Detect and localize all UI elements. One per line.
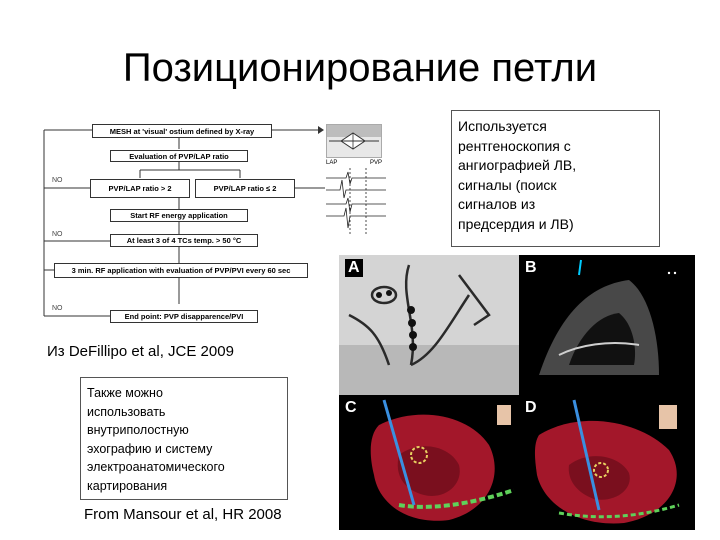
panel-fluoroscopy	[339, 255, 519, 395]
callout-line: Также можно	[87, 386, 163, 400]
flowchart-figure	[40, 118, 383, 323]
panel-label-d: D	[525, 399, 537, 416]
flowchart-caption: Из DeFillipo et al, JCE 2009	[47, 343, 234, 360]
no-label: NO	[52, 177, 63, 184]
no-label: NO	[52, 231, 63, 238]
flow-step-end-point: End point: PVP disapparence/PVI	[110, 310, 258, 323]
electroanatomic-map-c-image	[339, 395, 519, 530]
signal-label-pvp: PVP	[370, 160, 383, 166]
flow-step-three-min-rf: 3 min. RF application with evaluation of PVP/PVI every 60 sec	[54, 263, 308, 278]
loop-catheter-illustration	[326, 124, 382, 158]
callout-echo-mapping	[80, 377, 288, 500]
callout-line: картирования	[87, 478, 168, 493]
callout-line: использовать	[87, 404, 166, 419]
slide-title: Позиционирование петли	[122, 46, 598, 90]
flow-step-evaluation: Evaluation of PVP/LAP ratio	[110, 150, 248, 162]
callout-line: рентгеноскопия с	[458, 137, 571, 154]
signal-traces	[326, 160, 386, 238]
panel-label-c: C	[345, 399, 357, 416]
panel-electroanatomic-map-d	[519, 395, 695, 530]
images-caption: From Mansour et al, HR 2008	[84, 506, 282, 523]
flow-step-mesh: MESH at 'visual' ostium defined by X-ray	[92, 124, 272, 138]
flow-step-ratio-less-equal: PVP/LAP ratio ≤ 2	[195, 179, 295, 198]
callout-line: предсердия и ЛВ)	[458, 215, 574, 232]
loop-catheter-drawing	[327, 125, 381, 157]
callout-line: внутриполостную	[87, 423, 189, 437]
callout-line: сигналы (поиск	[458, 176, 557, 193]
flow-step-start-rf: Start RF energy application	[110, 209, 248, 222]
callout-fluoroscopy	[451, 110, 660, 247]
callout-line: электроанатомического	[87, 460, 225, 474]
callout-line: сигналов из	[458, 196, 536, 212]
callout-line: эхографию и систему	[87, 441, 213, 456]
electroanatomic-map-d-image	[519, 395, 695, 530]
flow-step-ratio-greater: PVP/LAP ratio > 2	[90, 179, 190, 198]
callout-line: ангиографией ЛВ,	[458, 157, 577, 173]
fluoroscopy-image	[339, 255, 519, 395]
echo-image	[519, 255, 695, 395]
image-grid	[339, 255, 695, 530]
flow-step-tc-temperature: At least 3 of 4 TCs temp. > 50 °C	[110, 234, 258, 247]
panel-label-b: B	[525, 259, 537, 276]
panel-label-a: A	[345, 259, 363, 277]
no-label: NO	[52, 305, 63, 312]
panel-electroanatomic-map-c	[339, 395, 519, 530]
panel-intracardiac-echo	[519, 255, 695, 395]
signal-traces-drawing	[326, 168, 386, 238]
signal-label-lap: LAP	[326, 160, 338, 166]
callout-line: Используется	[458, 118, 547, 134]
